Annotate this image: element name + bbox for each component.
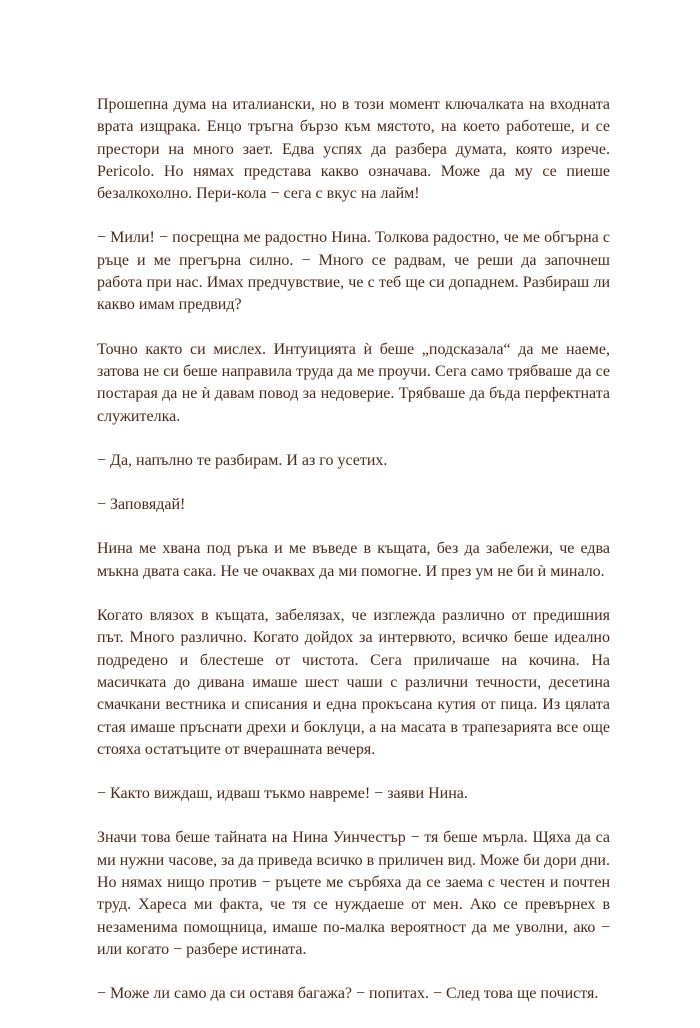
paragraph-7: Когато влязох в къщата, забелязах, че изглежда различно от предишния път. Много различно. Когато дойдох за интервюто, всичко беше идеално подредено и блестеше от чистота. Сега приличаше на кочина. На масичката до дивана имаше шест чаши с различни течности, десетина смачкани вестника и списания и една прокъсана кутия от пица. Из цялата стая имаше пръснати дрехи и боклуци, а на масата в трапезарията все още стояха остатъците от вчерашната вечеря. (97, 607, 610, 758)
paragraph-6: Нина ме хвана под ръка и ме въведе в къщата, без да забележи, че едва мъкна двата сака. Не че очаквах да ми помогне. И през ум не би ѝ минало. (97, 540, 610, 580)
paragraph-9: Значи това беше тайната на Нина Уинчестър − тя беше мърла. Щяха да са ми нужни часове, за да приведа всичко в приличен вид. Може би дори дни. Но нямах нищо против − ръцете ме сърбяха да се заема с честен и почтен труд. Хареса ми факта, че тя се нуждаеше от мен. Ако се превърнех в незаменима помощница, имаше по-малка вероятност да ме уволни, ако − или когато − разбере истината. (97, 829, 610, 958)
document-page (97, 94, 610, 1028)
paragraph-4: − Да, напълно те разбирам. И аз го усетих. (97, 451, 388, 469)
paragraph-1: Прошепна дума на италиански, но в този момент ключалката на входната врата изщрака. Енцо тръгна бързо към мястото, на което работеше, и се престори на много зает. Едва успях да разбера думата, която изрече. Pericolo. Но нямах представа какво означава. Може да му се пиеше безалкохолно. Пери-кола − сега с вкус на лайм! (97, 96, 610, 203)
paragraph-2: − Мили! − посрещна ме радостно Нина. Толкова радостно, че ме обгърна с ръце и ме прегърна силно. − Много се радвам, че реши да започнеш работа при нас. Имах предчувствие, че с теб ще си допаднем. Разбираш ли какво имам предвид? (97, 229, 610, 314)
paragraph-3: Точно както си мислех. Интуицията ѝ беше „подсказала“ да ме наеме, затова не си беше направила труда да ме проучи. Сега само трябваше да се постарая да не ѝ давам повод за недоверие. Трябваше да бъда перфектната служителка. (97, 340, 610, 425)
paragraph-5: − Заповядай! (97, 496, 186, 514)
paragraph-10: − Може ли само да си оставя багажа? − попитах. − След това ще почистя. (97, 985, 599, 1003)
paragraph-8: − Както виждаш, идваш тъкмо навреме! − заяви Нина. (97, 785, 468, 803)
